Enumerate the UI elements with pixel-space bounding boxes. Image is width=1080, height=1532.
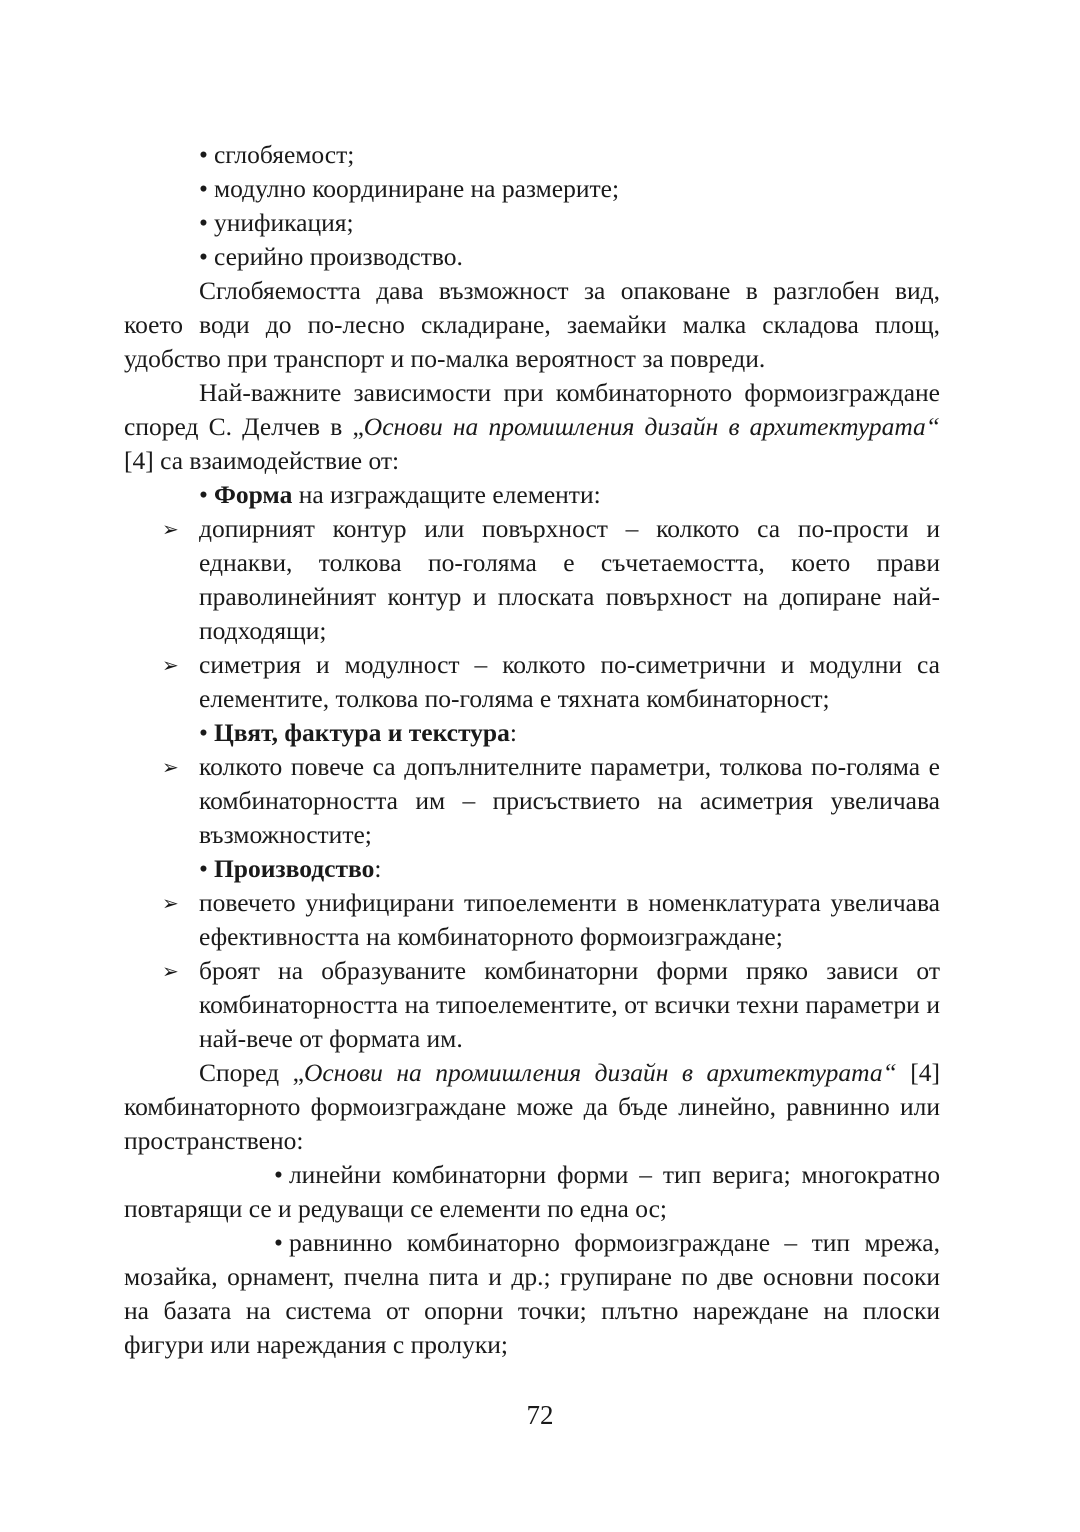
list-item: • серийно производство.: [124, 240, 940, 274]
list-item: • унификация;: [124, 206, 940, 240]
list-item: • сглобяемост;: [124, 138, 940, 172]
page-body: [124, 138, 940, 1362]
arrow-bullet-icon: ➢: [162, 959, 179, 983]
bullet-icon: •: [274, 1160, 283, 1189]
list-item: ➢ симетрия и модулност – колкото по-симетрични и модулни са елементите, толкова по-голяма е тяхната комбинаторност;: [124, 648, 940, 716]
group-heading: • Производство:: [124, 852, 940, 886]
arrow-bullet-icon: ➢: [162, 517, 179, 541]
book-title: Основи на промишления дизайн в архитектурата“: [303, 1058, 897, 1087]
list-item: ➢ повечето унифицирани типоелементи в номенклатурата увеличава ефективността на комбинаторното формоизграждане;: [124, 886, 940, 954]
bullet-icon: •: [199, 480, 208, 509]
arrow-bullet-icon: ➢: [162, 755, 179, 779]
list-item: • линейни комбинаторни форми – тип верига; многократно повтарящи се и редуващи се елементи по една ос;: [124, 1160, 940, 1223]
list-item: • равнинно комбинаторно формоизграждане – тип мрежа, мозайка, орнамент, пчелна пита и др.; групиране по две основни посоки на базата на система от опорни точки; плътно нареждане на плоски фигури или нареждания с пролуки;: [124, 1228, 940, 1359]
bullet-icon: •: [199, 718, 208, 747]
bullet-icon: •: [199, 854, 208, 883]
paragraph: Най-важните зависимости при комбинаторното формоизграждане според С. Делчев в „Основи на промишления дизайн в архитектурата“ [4] са взаимодействие от:: [124, 378, 940, 475]
group-heading: • Цвят, фактура и текстура:: [124, 716, 940, 750]
list-item: ➢ колкото повече са допълнителните параметри, толкова по-голяма е комбинаторността им – присъствието на асиметрия увеличава възможностите;: [124, 750, 940, 852]
arrow-bullet-icon: ➢: [162, 891, 179, 915]
arrow-bullet-icon: ➢: [162, 653, 179, 677]
bullet-icon: •: [199, 174, 208, 203]
bullet-icon: •: [199, 242, 208, 271]
bullet-icon: •: [199, 140, 208, 169]
bullet-icon: •: [199, 208, 208, 237]
paragraph: Сглобяемостта дава възможност за опаковане в разглобен вид, което води до по-лесно складиране, заемайки малка складова площ, удобство при транспорт и по-малка вероятност за повреди.: [124, 276, 940, 373]
paragraph: Според „Основи на промишления дизайн в архитектурата“ [4] комбинаторното формоизграждане може да бъде линейно, равнинно или пространствено:: [124, 1058, 941, 1155]
group-heading: • Форма на изграждащите елементи:: [124, 478, 940, 512]
page-number: 72: [526, 1400, 554, 1430]
list-item: • модулно координиране на размерите;: [124, 172, 940, 206]
bullet-icon: •: [274, 1228, 283, 1257]
list-item: ➢ броят на образуваните комбинаторни форми пряко зависи от комбинаторността на типоелементите, от всички техни параметри и най-вече от формата им.: [124, 954, 940, 1056]
list-item: ➢ допирният контур или повърхност – колкото са по-прости и еднакви, толкова по-голяма е съчетаемостта, което прави праволинейният контур и плоската повърхност на допиране най-подходящи;: [124, 512, 940, 648]
book-title: Основи на промишления дизайн в архитектурата“: [363, 412, 940, 441]
